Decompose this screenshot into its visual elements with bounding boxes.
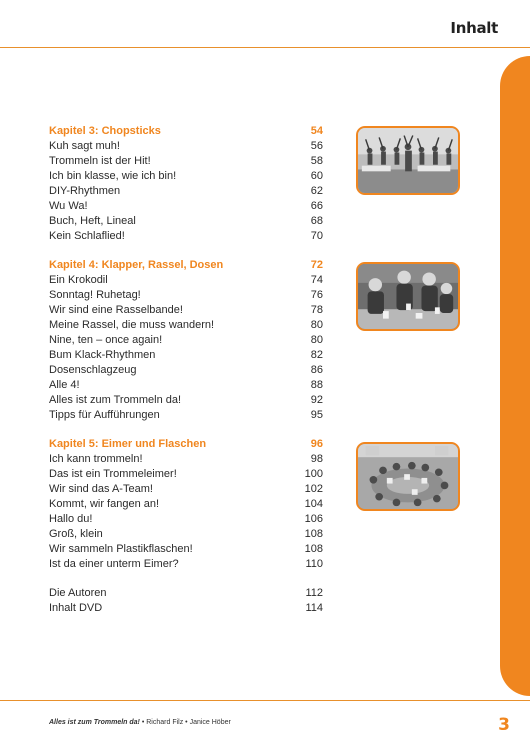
toc-chapter-heading [49,437,323,452]
toc-entry [49,557,323,572]
toc-entry-page: 78 [310,304,323,316]
toc-entry-page: 102 [304,483,323,495]
toc-entry-title: Wir sind das A-Team! [49,483,153,495]
toc-entry-page: 56 [310,140,323,152]
toc-entry-title: Ich bin klasse, wie ich bin! [49,170,177,182]
photo-bucket-circle [356,442,460,511]
header-divider [0,47,530,48]
toc-entry-title: Hallo du! [49,513,93,525]
toc-entry-title: Dosenschlagzeug [49,364,137,376]
footer-credits [49,719,231,726]
toc-entry-page: 80 [310,334,323,346]
toc-chapter-heading [49,124,323,139]
toc-entry [49,139,323,154]
toc-entry [49,199,323,214]
toc-entry-page: 114 [305,602,323,614]
toc-entry-page: 60 [310,170,323,182]
toc-entry [49,497,323,512]
toc-entry-title: Das ist ein Trommeleimer! [49,468,177,480]
toc-entry [49,154,323,169]
photo-rattles-group [356,262,460,331]
toc-entry-page: 108 [304,543,323,555]
toc-entry-page: 74 [310,274,323,286]
toc-entry-title: Die Autoren [49,587,107,599]
toc-entry [49,378,323,393]
toc-entry [49,229,323,244]
toc-entry-title: Groß, klein [49,528,103,540]
footer-author: Janice Höber [189,719,231,726]
toc-entry [49,482,323,497]
toc-spacer [49,244,323,258]
toc-entry-title: Alle 4! [49,379,80,391]
toc-entry-page: 70 [310,230,323,242]
footer-separator: • [185,719,188,726]
toc-entry [49,169,323,184]
footer-separator: • [141,719,145,726]
toc-entry-page: 68 [310,215,323,227]
page-title: Inhalt [450,19,498,37]
toc-entry-page: 54 [310,125,323,137]
toc-entry-page: 100 [304,468,323,480]
toc-entry-title: Kapitel 3: Chopsticks [49,125,161,137]
toc-entry-page: 110 [305,558,323,570]
toc-entry-title: Ein Krokodil [49,274,108,286]
toc-entry-title: Tipps für Aufführungen [49,409,160,421]
toc-entry [49,273,323,288]
toc-entry-page: 98 [310,453,323,465]
toc-entry [49,512,323,527]
toc-entry-title: Kein Schlaflied! [49,230,125,242]
toc-entry-title: Kuh sagt muh! [49,140,120,152]
toc-entry [49,318,323,333]
toc-entry-page: 58 [310,155,323,167]
toc-entry-page: 95 [310,409,323,421]
toc-entry-page: 66 [310,200,323,212]
toc-entry-title: Kommt, wir fangen an! [49,498,160,510]
toc-entry-page: 106 [304,513,323,525]
toc-entry-title: Inhalt DVD [49,602,103,614]
toc-entry [49,363,323,378]
photo-chopsticks-class [356,126,460,195]
toc-entry-page: 88 [310,379,323,391]
toc-entry-title: Kapitel 4: Klapper, Rassel, Dosen [49,259,224,271]
toc-chapter-heading [49,258,323,273]
toc-entry [49,586,323,601]
toc-entry-title: Meine Rassel, die muss wandern! [49,319,215,331]
toc-spacer [49,423,323,437]
toc-entry-page: 86 [310,364,323,376]
side-tab [500,56,530,696]
toc-spacer [49,572,323,586]
toc-entry [49,333,323,348]
toc-entry-title: Sonntag! Ruhetag! [49,289,141,301]
toc-entry-page: 92 [310,394,323,406]
toc-entry-title: Kapitel 5: Eimer und Flaschen [49,438,207,450]
toc-entry-title: Ist da einer unterm Eimer? [49,558,179,570]
toc-entry [49,467,323,482]
table-of-contents [49,124,323,616]
toc-entry-page: 62 [310,185,323,197]
toc-entry-page: 96 [310,438,323,450]
toc-entry [49,214,323,229]
toc-entry-title: Buch, Heft, Lineal [49,215,136,227]
toc-entry [49,408,323,423]
toc-entry [49,303,323,318]
toc-entry [49,542,323,557]
toc-entry-title: Bum Klack-Rhythmen [49,349,156,361]
footer-author: Richard Filz [146,719,184,726]
toc-entry-title: DIY-Rhythmen [49,185,121,197]
toc-entry [49,184,323,199]
toc-entry [49,288,323,303]
toc-entry-title: Wir sammeln Plastikflaschen! [49,543,193,555]
toc-entry-page: 112 [305,587,323,599]
page-number: 3 [498,715,510,735]
footer-divider [0,700,530,701]
toc-entry-page: 108 [304,528,323,540]
toc-entry-page: 76 [310,289,323,301]
toc-entry-title: Nine, ten – once again! [49,334,163,346]
toc-entry-title: Wu Wa! [49,200,88,212]
toc-entry-page: 72 [310,259,323,271]
toc-entry [49,393,323,408]
toc-entry-title: Ich kann trommeln! [49,453,143,465]
toc-entry-page: 80 [310,319,323,331]
toc-entry [49,348,323,363]
toc-entry [49,452,323,467]
footer-book-title: Alles ist zum Trommeln da! [49,719,140,726]
toc-entry [49,601,323,616]
toc-entry [49,527,323,542]
toc-entry-page: 104 [304,498,323,510]
toc-entry-page: 82 [310,349,323,361]
toc-entry-title: Alles ist zum Trommeln da! [49,394,182,406]
toc-entry-title: Wir sind eine Rasselbande! [49,304,183,316]
toc-entry-title: Trommeln ist der Hit! [49,155,151,167]
